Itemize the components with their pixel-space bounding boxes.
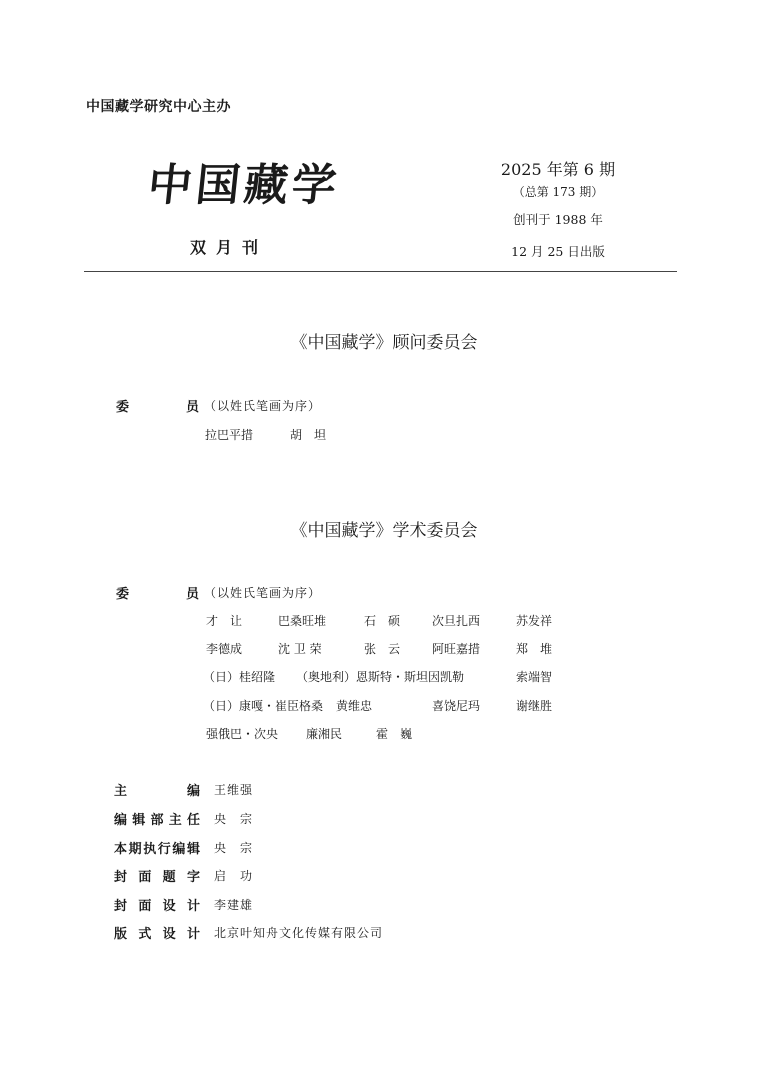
staff-label-char: 主 (168, 813, 182, 828)
advisory-member-name: 胡 坦 (290, 428, 327, 442)
staff-label-char: 计 (186, 927, 200, 942)
staff-label-char: 辑 (132, 813, 146, 828)
staff-label-char: 主 (114, 784, 128, 799)
staff-label-char: 辑 (186, 842, 200, 857)
staff-label-char: 计 (186, 899, 200, 914)
masthead-subtitle: 双月刊 (190, 238, 269, 257)
staff-value-layout-design: 北京叶知舟文化传媒有限公司 (214, 926, 384, 940)
staff-label-chief-editor (114, 780, 200, 799)
academic-member-name: 索端智 (516, 670, 553, 684)
staff-label-layout-design (114, 923, 200, 942)
advisory-member-label-first: 委 (116, 400, 130, 415)
academic-member-name: 霍 巍 (376, 727, 413, 741)
header-divider (84, 271, 677, 272)
academic-member-name: 才 让 (206, 614, 243, 628)
staff-label-char: 编 (172, 842, 186, 857)
academic-member-name: 黄维忠 (336, 699, 373, 713)
academic-member-name: 沈 卫 荣 (278, 642, 322, 656)
staff-label-char: 本 (114, 842, 128, 857)
staff-value-cover-calligraphy: 启 功 (214, 869, 254, 883)
staff-label-char: 任 (186, 813, 200, 828)
staff-label-executive-editor (114, 838, 200, 857)
academic-member-name: 郑 堆 (516, 642, 553, 656)
staff-value-office-director: 央 宗 (214, 812, 254, 826)
academic-member-name: 苏发祥 (516, 614, 553, 628)
academic-member-name: 石 硕 (364, 614, 401, 628)
staff-label-char: 面 (138, 870, 152, 885)
staff-label-char: 设 (162, 927, 176, 942)
academic-member-name: 张 云 (364, 642, 401, 656)
total-issue-number: （总第 173 期） (512, 185, 604, 199)
advisory-order-note: （以姓氏笔画为序） (204, 399, 322, 413)
publish-date: 12 月 25 日出版 (511, 244, 605, 259)
staff-label-char: 版 (114, 927, 128, 942)
staff-value-chief-editor: 王维强 (214, 783, 254, 797)
founded-year: 创刊于 1988 年 (513, 212, 603, 227)
staff-label-office-director (114, 809, 200, 828)
staff-label-char: 编 (114, 813, 128, 828)
academic-member-label-first: 委 (116, 587, 130, 602)
sponsor-line: 中国藏学研究中心主办 (86, 99, 231, 115)
staff-label-char: 设 (162, 899, 176, 914)
academic-member-name: （日）桂绍隆 (203, 670, 276, 684)
academic-member-name: 喜饶尼玛 (432, 699, 481, 713)
academic-member-name: 阿旺嘉措 (432, 642, 481, 656)
academic-order-note: （以姓氏笔画为序） (204, 586, 322, 600)
academic-member-name: （奥地利）恩斯特・斯坦因凯勒 (296, 670, 465, 684)
staff-label-cover-design (114, 895, 200, 914)
academic-member-name: 谢继胜 (516, 699, 553, 713)
staff-label-char: 编 (186, 784, 200, 799)
staff-label-char: 期 (128, 842, 142, 857)
academic-committee-title: 《中国藏学》学术委员会 (290, 521, 478, 541)
academic-member-name: 李德成 (206, 642, 243, 656)
academic-member-name: 强俄巴・次央 (206, 727, 279, 741)
staff-label-char: 面 (138, 899, 152, 914)
staff-label-char: 题 (162, 870, 176, 885)
staff-label-char: 封 (114, 899, 128, 914)
academic-member-name: （日）康嘎・崔臣格桑 (203, 699, 324, 713)
staff-label-char: 执 (143, 842, 157, 857)
advisory-member-name: 拉巴平措 (205, 428, 254, 442)
staff-value-cover-design: 李建雄 (214, 898, 254, 912)
staff-label-cover-calligraphy (114, 866, 200, 885)
academic-member-name: 巴桑旺堆 (278, 614, 327, 628)
staff-label-char: 字 (186, 870, 200, 885)
staff-value-executive-editor: 央 宗 (214, 841, 254, 855)
academic-member-name: 次旦扎西 (432, 614, 481, 628)
staff-label-char: 封 (114, 870, 128, 885)
advisory-member-label-second: 员 (186, 400, 200, 415)
staff-label-char: 部 (150, 813, 164, 828)
issue-number: 2025 年第 6 期 (500, 160, 616, 179)
masthead-title: 中国藏学 (145, 160, 343, 211)
academic-member-name: 廉湘民 (306, 727, 343, 741)
advisory-committee-title: 《中国藏学》顾问委员会 (290, 333, 478, 353)
staff-label-char: 行 (157, 842, 171, 857)
academic-member-label-second: 员 (186, 587, 200, 602)
staff-label-char: 式 (138, 927, 152, 942)
